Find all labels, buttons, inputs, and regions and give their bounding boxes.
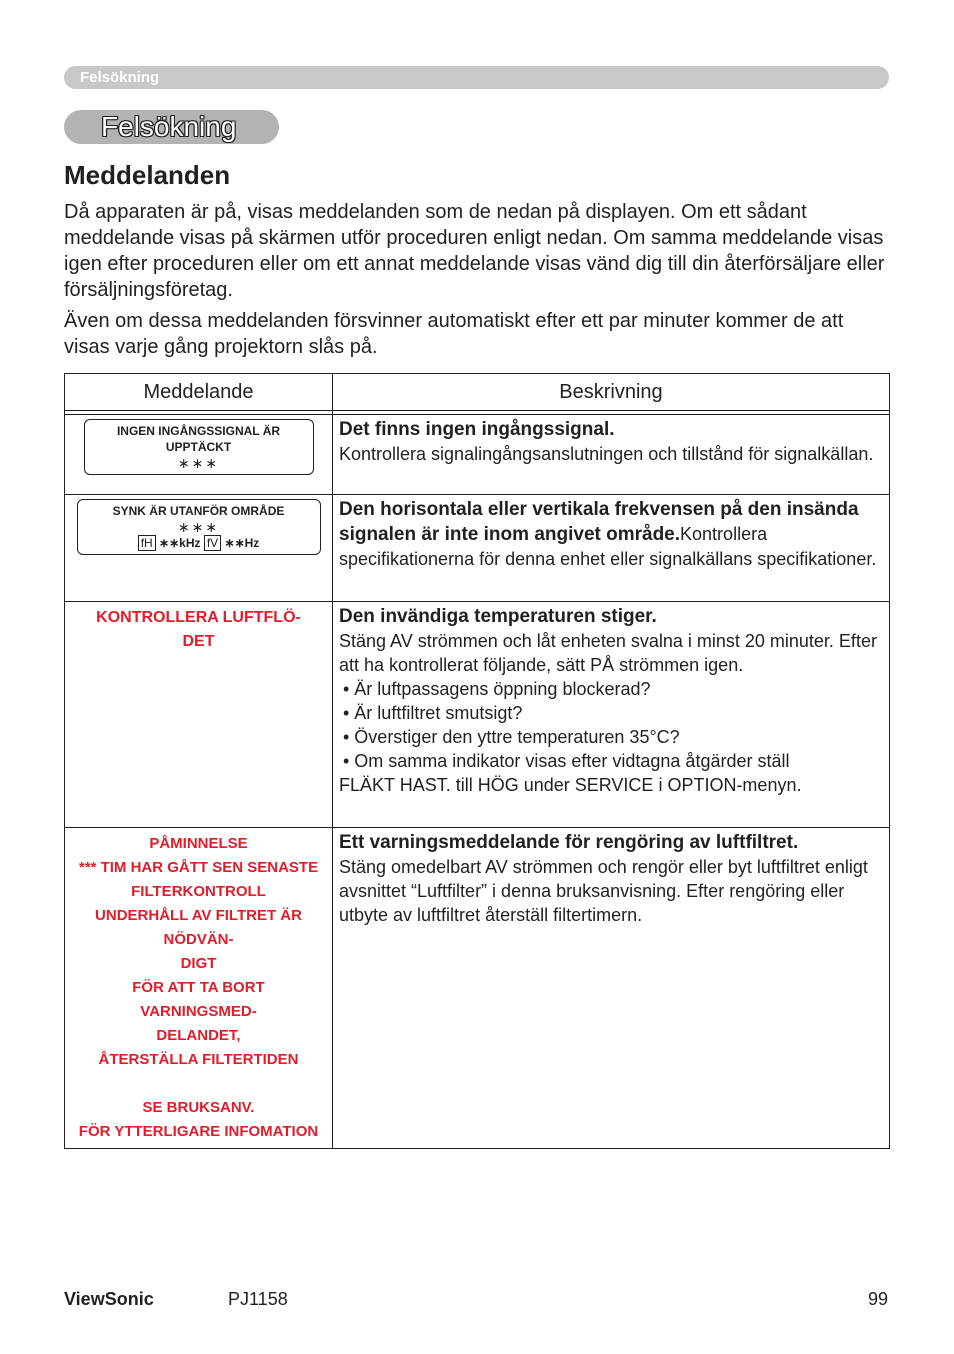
description-title: Det finns ingen ingångssignal. [339, 419, 615, 440]
warning-line: FÖR YTTERLIGARE INFOMATION [78, 1123, 319, 1140]
header-description: Beskrivning [333, 374, 890, 411]
message-cell [65, 828, 333, 1149]
footer-page-number: 99 [868, 1289, 889, 1309]
table-row [65, 828, 890, 1149]
fv-value: ∗∗Hz [224, 536, 260, 550]
top-bar-label: Felsökning [80, 69, 160, 86]
description-title: Den invändiga temperaturen stiger. [339, 606, 657, 627]
warning-line: DET [182, 633, 215, 650]
osd-text: INGEN INGÅNGSSIGNAL ÄR UPPTÄCKT [116, 424, 281, 454]
osd-frequency-line [138, 535, 260, 551]
chapter-title-pill [64, 110, 279, 144]
check-item: • Är luftfiltret smutsigt? [343, 703, 523, 723]
warning-message [73, 606, 324, 654]
warning-message [73, 832, 324, 1144]
top-section-bar [64, 66, 889, 89]
message-cell [65, 415, 333, 495]
warning-line: *** TIM HAR GÅTT SEN SENASTE [78, 859, 319, 876]
warning-line: ÅTERSTÄLLA FILTERTIDEN [98, 1051, 299, 1068]
header-message: Meddelande [65, 374, 333, 411]
warning-line-blank [73, 1072, 324, 1096]
check-item: • Är luftpassagens öppning blockerad? [343, 679, 651, 699]
osd-message-box [77, 499, 321, 555]
warning-line: DELANDET, [156, 1027, 241, 1044]
description-cell [333, 495, 890, 602]
table-header-row [65, 374, 890, 411]
message-cell [65, 602, 333, 828]
description-body: Kontrollera specifikationerna för denna enhet eller signalkällans specifikationer. [339, 524, 877, 569]
table-row [65, 602, 890, 828]
chapter-title: Felsökning [101, 111, 237, 142]
description-tail: FLÄKT HAST. till HÖG under SERVICE i OPTION-menyn. [339, 775, 802, 795]
description-title: Den horisontala eller vertikala frekvensen på den insända signalen är inte inom angivet område. [339, 499, 859, 545]
osd-text: SYNK ÄR UTANFÖR OMRÅDE [112, 504, 285, 518]
description-body: Stäng omedelbart AV strömmen och rengör eller byt luftfiltret enligt avsnittet “Luftfilter” i denna bruksanvisning. Efter rengöring eller utbyte av luftfiltret återställ filtertimern. [339, 857, 868, 925]
description-cell [333, 828, 890, 1149]
footer-model: PJ1158 [228, 1289, 288, 1309]
description-title: Ett varningsmeddelande för rengöring av luftfiltret. [339, 832, 799, 853]
check-item: • Om samma indikator visas efter vidtagna åtgärder ställ [343, 751, 790, 771]
osd-stars: ∗∗∗ [177, 519, 220, 535]
description-cell [333, 602, 890, 828]
warning-line: FÖR ATT TA BORT VARNINGSMED- [132, 979, 265, 1020]
fh-label: fH [138, 535, 156, 551]
osd-stars: ∗∗∗ [177, 455, 220, 471]
table-row [65, 415, 890, 495]
description-cell [333, 415, 890, 495]
section-heading: Meddelanden [64, 160, 231, 190]
check-item: • Överstiger den yttre temperaturen 35°C? [343, 727, 680, 747]
description-body: Stäng AV strömmen och låt enheten svalna i minst 20 minuter. Efter att ha kontrollerat följande, sätt PÅ strömmen igen. [339, 631, 877, 675]
fv-label: fV [204, 535, 221, 551]
warning-line: DIGT [180, 955, 217, 972]
intro-paragraph-2: Även om dessa meddelanden försvinner automatiskt efter ett par minuter kommer de att visas varje gång projektorn slås på. [64, 310, 844, 358]
warning-line: FILTERKONTROLL [131, 883, 266, 900]
warning-line: PÅMINNELSE [149, 835, 248, 852]
warning-line: UNDERHÅLL AV FILTRET ÄR NÖDVÄN- [95, 907, 302, 948]
intro-paragraph-1: Då apparaten är på, visas meddelanden som de nedan på displayen. Om ett sådant meddelande visas på skärmen utför proceduren enligt nedan. Om samma meddelande visas igen efter proceduren eller om ett annat meddelande visas vänd dig till din återförsäljare eller försäljningsföretag. [64, 201, 885, 301]
description-body: Kontrollera signalingångsanslutningen och tillstånd för signalkällan. [339, 444, 874, 464]
message-cell [65, 495, 333, 602]
fh-value: ∗∗kHz [159, 536, 201, 550]
warning-line: SE BRUKSANV. [142, 1099, 255, 1116]
osd-message-box [84, 419, 314, 475]
warning-line: KONTROLLERA LUFTFLÖ- [96, 609, 301, 626]
messages-table [64, 373, 890, 1149]
table-row [65, 495, 890, 602]
footer-brand: ViewSonic [64, 1289, 154, 1309]
